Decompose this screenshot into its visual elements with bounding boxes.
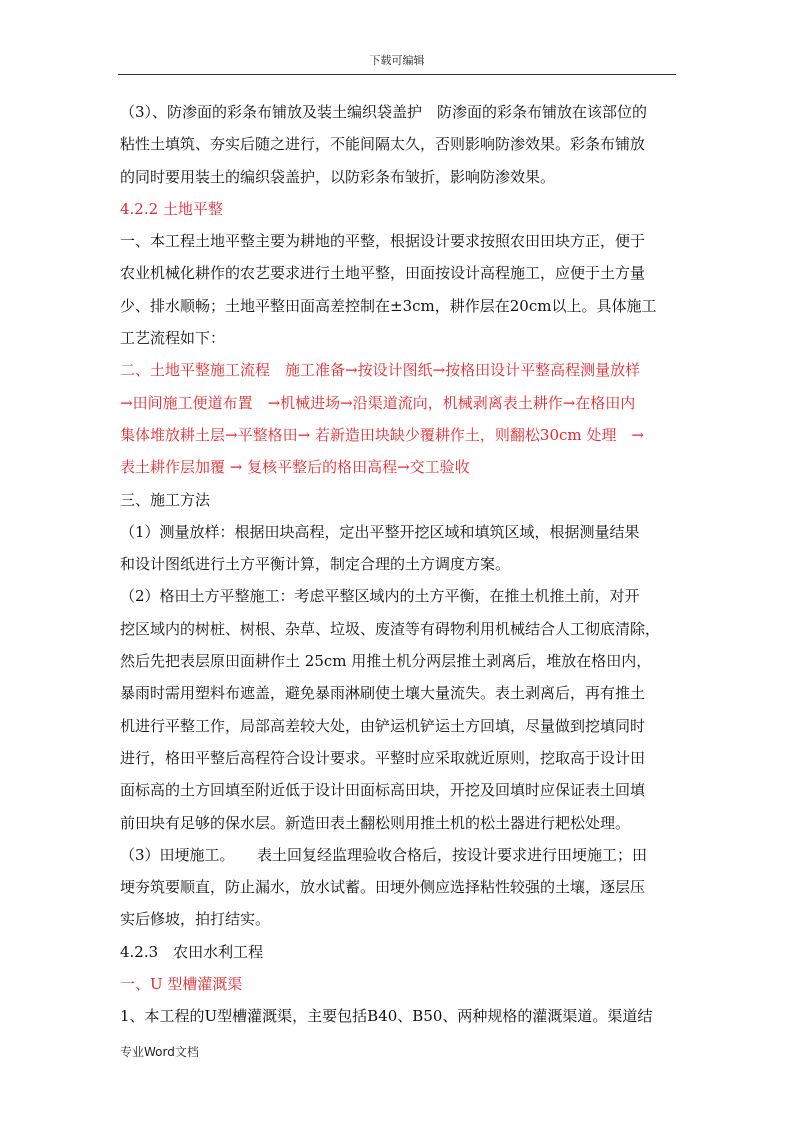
paragraph-line: 农业机械化耕作的农艺要求进行土地平整，田面按设计高程施工，应便于土方量 <box>120 264 646 283</box>
paragraph-line: 挖区域内的树桩、树根、杂草、垃圾、废渣等有碍物利用机械结合人工彻底清除， <box>120 619 661 638</box>
paragraph-line: 前田块有足够的保水层。新造田表土翻松则用推土机的松土器进行耙松处理。 <box>120 813 631 832</box>
subsection-heading: 三、施工方法 <box>120 490 211 509</box>
page-header: 下载可编辑 <box>369 54 425 67</box>
paragraph-line: 埂夯筑要顺直，防止漏水，放水试蓄。田埂外侧应选择粘性较强的土壤，逐层压 <box>120 878 646 897</box>
paragraph-line: 暴雨时需用塑料布遮盖，避免暴雨淋刷使土壤大量流失。表土剥离后，再有推土 <box>120 684 646 703</box>
paragraph-line: 和设计图纸进行土方平衡计算，制定合理的土方调度方案。 <box>120 555 511 574</box>
paragraph-line: （3）、防渗面的彩条布铺放及装土编织袋盖护 防渗面的彩条布铺放在该部位的 <box>120 103 648 121</box>
paragraph-line: 少、排水顺畅；土地平整田面高差控制在±3cm，耕作层在20cm以上。具体施工 <box>120 296 657 315</box>
paragraph-line: （3）田埂施工。 表土回复经监理验收合格后，按设计要求进行田埂施工；田 <box>120 845 648 864</box>
paragraph-line: 机进行平整工作，局部高差较大处，由铲运机铲运土方回填，尽量做到挖填同时 <box>120 716 646 735</box>
paragraph-line: 的同时要用装土的编织袋盖护，以防彩条布皱折，影响防渗效果。 <box>120 167 556 186</box>
subsection-heading-u-channel: 一、U 型槽灌溉渠 <box>120 975 243 994</box>
paragraph-line: （1）测量放样：根据田块高程，定出平整开挖区域和填筑区域，根据测量结果 <box>120 522 640 541</box>
document-body <box>120 96 686 1033</box>
paragraph-line: 一、本工程土地平整主要为耕地的平整，根据设计要求按照农田田块方正，便于 <box>120 232 646 251</box>
process-flow-line: 集体堆放耕土层→平整格田→ 若新造田块缺少覆耕作土，则翻松30cm 处理 → <box>120 425 644 444</box>
paragraph-line: 实后修坡，拍打结实。 <box>120 910 271 929</box>
section-heading-4-2-2: 4.2.2 土地平整 <box>120 199 223 218</box>
section-heading-4-2-3: 4.2.3 农田水利工程 <box>120 942 264 961</box>
process-flow-line: 表土耕作层加覆 → 复核平整后的格田高程→交工验收 <box>120 458 470 477</box>
page-footer: 专业Word文档 <box>120 1045 199 1059</box>
paragraph-line: 面标高的土方回填至附近低于设计田面标高田块，开挖及回填时应保证表土回填 <box>120 781 646 800</box>
paragraph-line: 粘性土填筑、夯实后随之进行，不能间隔太久，否则影响防渗效果。彩条布铺放 <box>120 135 646 154</box>
process-flow-line: →田间施工便道布置 →机械进场→沿渠道流向，机械剥离表土耕作→在格田内 <box>120 393 636 412</box>
paragraph-line: 然后先把表层原田面耕作土 25cm 用推土机分两层推土剥离后，堆放在格田内， <box>120 652 652 671</box>
header-divider <box>118 74 676 75</box>
paragraph-line: 工艺流程如下： <box>120 329 226 348</box>
paragraph-line: 进行，格田平整后高程符合设计要求。平整时应采取就近原则，挖取高于设计田 <box>120 748 646 767</box>
paragraph-line: 1、本工程的U型槽灌溉渠，主要包括B40、B50、两种规格的灌溉渠道。渠道结 <box>120 1007 653 1026</box>
paragraph-line: （2）格田土方平整施工：考虑平整区域内的土方平衡，在推土机推土前，对开 <box>120 587 640 606</box>
process-flow-line: 二、土地平整施工流程 施工准备→按设计图纸→按格田设计平整高程测量放样 <box>120 361 641 380</box>
